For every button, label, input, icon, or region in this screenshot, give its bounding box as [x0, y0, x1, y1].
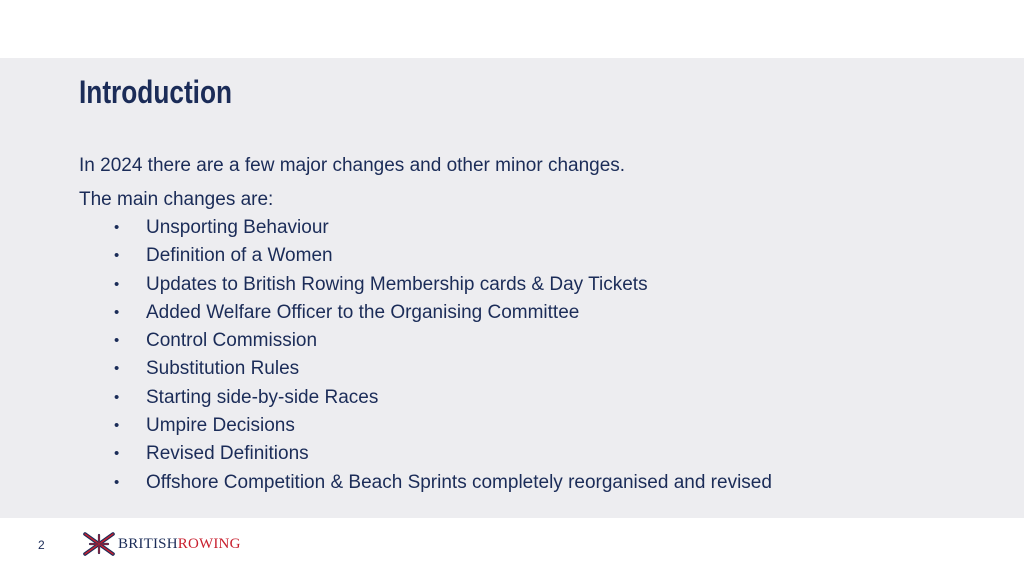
- bullet-icon: •: [114, 360, 120, 378]
- bullet-icon: •: [114, 303, 120, 321]
- list-item: [79, 412, 979, 440]
- list-item-label: Revised Definitions: [146, 443, 309, 465]
- changes-list: [79, 214, 979, 497]
- bullet-icon: •: [114, 445, 120, 463]
- british-rowing-logo: [82, 529, 241, 559]
- bullet-icon: •: [114, 473, 120, 491]
- list-item: [79, 242, 979, 270]
- bullet-icon: •: [114, 332, 120, 350]
- intro-text: In 2024 there are a few major changes and other minor changes.: [79, 155, 626, 176]
- list-item-label: Updates to British Rowing Membership cards & Day Tickets: [146, 273, 648, 295]
- page-number: 2: [38, 538, 45, 552]
- list-item: [79, 299, 979, 327]
- list-item: [79, 469, 979, 497]
- list-item-label: Starting side-by-side Races: [146, 386, 379, 408]
- bullet-icon: •: [114, 247, 120, 265]
- list-item-label: Umpire Decisions: [146, 415, 295, 437]
- bullet-icon: •: [114, 388, 120, 406]
- logo-wordmark: [118, 536, 241, 553]
- slide-body: [79, 152, 979, 497]
- list-item: [79, 355, 979, 383]
- logo-word-rowing: ROWING: [177, 535, 241, 552]
- list-item: [79, 214, 979, 242]
- bullet-icon: •: [114, 417, 120, 435]
- logo-word-british: BRITISH: [118, 535, 178, 552]
- list-item: [79, 271, 979, 299]
- list-item-label: Control Commission: [146, 330, 318, 352]
- slide-footer: [0, 518, 1024, 576]
- list-item-label: Offshore Competition & Beach Sprints completely reorganised and revised: [146, 471, 772, 493]
- list-item-label: Definition of a Women: [146, 245, 333, 267]
- lead-text: The main changes are:: [79, 189, 274, 210]
- crossed-oars-icon: [82, 531, 116, 557]
- list-item-label: Substitution Rules: [146, 358, 300, 380]
- list-item-label: Unsporting Behaviour: [146, 217, 329, 238]
- slide-title: Introduction: [79, 74, 233, 110]
- bullet-icon: •: [114, 275, 120, 293]
- list-item: [79, 440, 979, 468]
- list-item: [79, 384, 979, 412]
- list-item: [79, 327, 979, 355]
- list-item-label: Added Welfare Officer to the Organising Committee: [146, 301, 580, 323]
- bullet-icon: •: [114, 219, 120, 236]
